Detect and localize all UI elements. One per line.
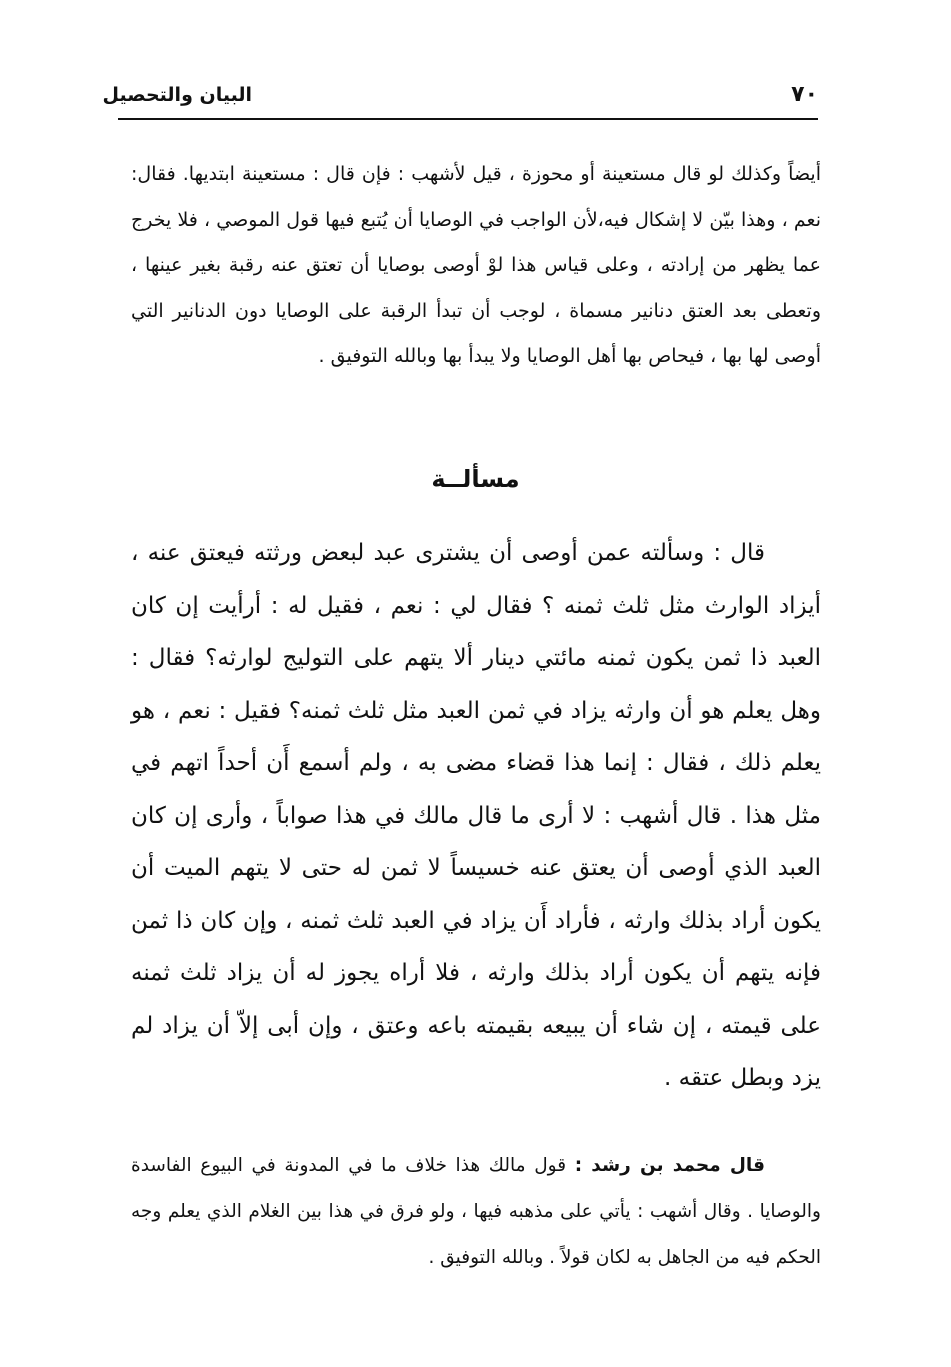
question-text: قال : وسألته عمن أوصى أن يشترى عبد لبعض ورثته فيعتق عنه ، أيزاد الوارث مثل ثلث ثمنه ؟ فقال لي : نعم ، فقيل له : أرأيت إن كان العبد ذا ثمن يكون ثمنه مائتي دينار ألا يتهم على التوليج لوارثه؟ فقال : وهل يعلم هو أن وارثه يزاد في ثمن العبد مثل ثلث ثمنه؟ فقيل : نعم ، هو يعلم ذلك ، فقال : إنما هذا قضاء مضى به ، ولم أسمع أَن أحداً اتهم في مثل هذا . قال أشهب : لا أرى ما قال مالك في هذا صواباً ، وأرى إن كان العبد الذي أوصى أن يعتق عنه خسيساً لا ثمن له حتى لا يتهم الميت أن يكون أراد بذلك وارثه ، فأراد أَن يزاد في العبد ثلث ثمنه ، وإن كان ذا ثمن فإنه يتهم أن يكون أراد بذلك وارثه ، فلا أراه يجوز له أن يزاد ثلث ثمنه على قيمته ، إن شاء أن يبيعه بقيمته باعه وعتق ، وإن أبى إلاّ أن يزاد لم يزد وبطل عتقه . [131,540,821,1091]
commentary-paragraph [131,1143,821,1281]
page-number: ٧٠ [791,82,818,107]
running-title: البيان والتحصيل [102,84,252,106]
section-heading: مسألــة [431,465,520,493]
commentary-text: قول مالك هذا خلاف ما في المدونة في البيوع الفاسدة والوصايا . وقال أشهب : يأتي على مذهبه فيها ، ولو فرق في هذا بين الغلام الذي يعلم وجه الحكم فيه من الجاهل به لكان قولاً . وبالله التوفيق . [131,1155,821,1268]
commentary-speaker: قال محمد بن رشد : [574,1155,765,1176]
commentary-body [131,1143,821,1281]
intro-text: أيضاً وكذلك لو قال مستعينة أو محوزة ، قيل لأشهب : فإن قال : مستعينة ابتديها. فقال: نعم ، وهذا بيّن لا إشكال فيه،لأن الواجب في الوصايا أن يُتبع فيها قول الموصي ، فلا يخرج عما يظهر من إرادته ، وعلى قياس هذا لوْ أوصى بوصايا أن تعتق عنه رقبة بغير عينها ، وتعطى بعد العتق دنانير مسماة ، لوجب أن تبدأ الرقبة على الوصايا دون الدنانير التي أوصى لها بها ، فيحاص بها أهل الوصايا ولا يبدأ بها وبالله التوفيق . [131,163,821,367]
question-paragraph [131,527,821,1105]
page-header [102,78,818,116]
header-rule [118,118,818,120]
intro-paragraph [131,152,821,380]
